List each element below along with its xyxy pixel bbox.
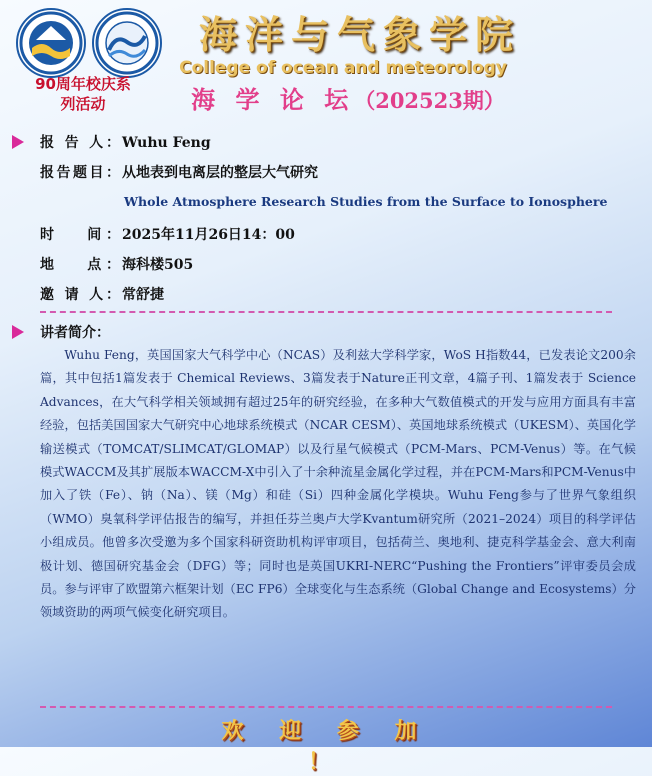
place-label: 地 点： — [40, 257, 120, 273]
forum-title — [178, 80, 518, 115]
place-row — [40, 254, 193, 274]
college-logo-icon — [92, 8, 162, 78]
speaker-label: 报 告 人： — [40, 135, 120, 151]
triangle-marker-icon — [12, 135, 24, 149]
college-title-cn: 海洋与气象学院 — [198, 12, 521, 57]
topic-row — [40, 162, 318, 182]
welcome-banner: 欢 迎 参 加 ！ — [221, 718, 431, 775]
anniversary-line-2: 列活动 — [60, 95, 106, 113]
forum-issue: （202523期） — [354, 88, 505, 113]
time-value: 2025年11月26日14：00 — [122, 227, 295, 243]
time-label: 时 间： — [40, 227, 120, 243]
anniversary-badge — [8, 74, 158, 114]
university-logo-icon — [16, 8, 86, 78]
topic-en: Whole Atmosphere Research Studies from the Surface to Ionosphere — [124, 194, 608, 209]
time-row — [40, 224, 295, 244]
divider-top — [40, 311, 612, 313]
divider-bottom — [40, 706, 612, 708]
bio-text-block — [40, 344, 636, 625]
triangle-marker-icon — [12, 325, 24, 339]
speaker-name: Wuhu Feng — [122, 135, 211, 151]
speaker-row — [40, 132, 211, 152]
forum-name: 海 学 论 坛 — [191, 85, 355, 114]
topic-label: 报告题目： — [40, 165, 120, 181]
bio-heading: 讲者简介： — [40, 325, 110, 341]
inviter-label: 邀 请 人： — [40, 287, 120, 303]
bio-paragraph: Wuhu Feng，英国国家大气科学中心（NCAS）及利兹大学科学家，WoS H指数44，已发表论文200余篇，其中包括1篇发表于 Chemical Reviews、3篇发表于Nature正刊文章，4篇子刊、1篇发表于 Science Advances，在大气科学相关领域拥有超过25年的研究经验，在多种大气数值模式的开发与应用方面具有丰富经验，包括美国国家大气研究中心地球系统模式（NCAR CESM）、英国地球系统模式（UKESM）、英国化学输送模式（TOMCAT/SLIMCAT/GLOMAP）以及行星气候模式（PCM-Mars、PCM-Venus）等。在气候模式WACCM及其扩展版本WACCM-X中引入了十余种流星金属化学过程，并在PCM-Mars和PCM-Venus中加入了铁（Fe）、钠（Na）、镁（Mg）和硅（Si）四种金属化学模块。Wuhu Feng参与了世界气象组织（WMO）臭氧科学评估报告的编写，并担任芬兰奥卢大学Kvantum研究所（2021–2024）项目的科学评估小组成员。他曾多次受邀为多个国家科研资助机构评审项目，包括荷兰、奥地利、捷克科学基金会、意大利南极计划、德国研究基金会（DFG）等；同时也是英国UKRI-NERC“Pushing the Frontiers”评审委员会成员。参与评审了欧盟第六框架计划（EC FP6）全球变化与生态系统（Global Change and Ecosystems）分领域资助的两项气候变化研究项目。 — [40, 348, 636, 620]
inviter-value: 常舒捷 — [122, 287, 164, 303]
place-value: 海科楼505 — [122, 257, 194, 273]
inviter-row — [40, 284, 164, 304]
college-title-en: College of ocean and meteorology — [179, 58, 507, 78]
anniversary-line-1: 90周年校庆系 — [35, 75, 131, 93]
topic-cn: 从地表到电离层的整层大气研究 — [122, 165, 318, 181]
